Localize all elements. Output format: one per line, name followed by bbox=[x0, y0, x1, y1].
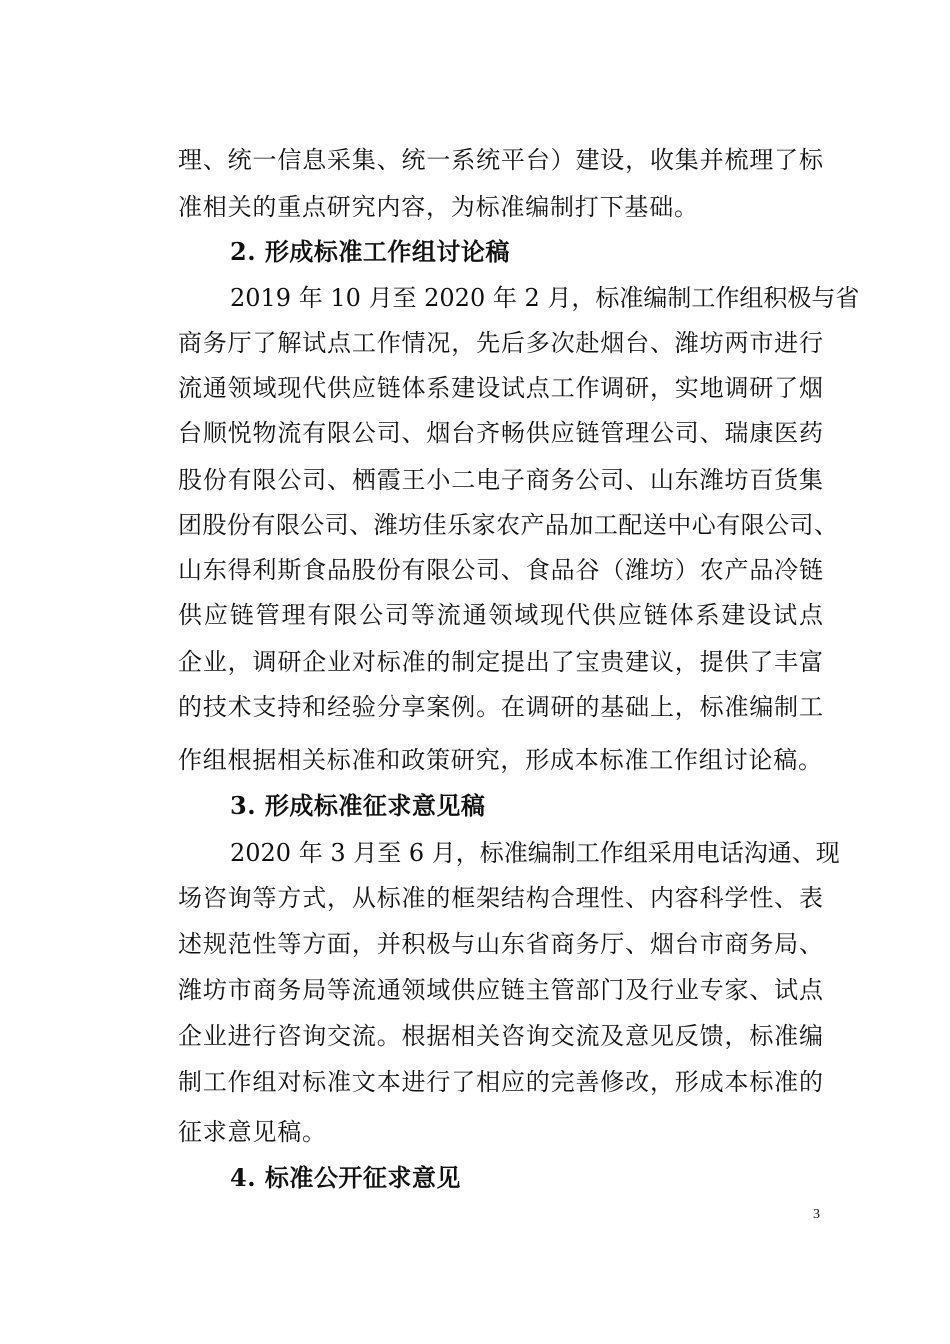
paragraph-line: 场咨询等方式，从标准的框架结构合理性、内容科学性、表 bbox=[178, 884, 823, 912]
paragraph-line: 流通领域现代供应链体系建设试点工作调研，实地调研了烟 bbox=[178, 374, 823, 402]
paragraph-line: 述规范性等方面，并积极与山东省商务厅、烟台市商务局、 bbox=[178, 930, 823, 958]
paragraph-line: 理、统一信息采集、统一系统平台）建设，收集并梳理了标 bbox=[178, 146, 823, 174]
paragraph-line: 的技术支持和经验分享案例。在调研的基础上，标准编制工 bbox=[178, 693, 823, 721]
paragraph-line: 企业，调研企业对标准的制定提出了宝贵建议，提供了丰富 bbox=[178, 648, 823, 676]
section-heading-4: 4. 标准公开征求意见 bbox=[230, 1163, 461, 1192]
paragraph-line: 征求意见稿。 bbox=[178, 1118, 327, 1146]
paragraph-line: 2019 年 10 月至 2020 年 2 月，标准编制工作组积极与省 bbox=[230, 284, 860, 312]
paragraph-line: 潍坊市商务局等流通领域供应链主管部门及行业专家、试点 bbox=[178, 976, 823, 1004]
paragraph-line: 企业进行咨询交流。根据相关咨询交流及意见反馈，标准编 bbox=[178, 1022, 823, 1050]
page-number: 3 bbox=[813, 1207, 820, 1222]
paragraph-line: 准相关的重点研究内容，为标准编制打下基础。 bbox=[178, 193, 699, 221]
section-heading-2: 2. 形成标准工作组讨论稿 bbox=[230, 237, 510, 266]
paragraph-line: 作组根据相关标准和政策研究，形成本标准工作组讨论稿。 bbox=[178, 746, 823, 774]
paragraph-line: 商务厅了解试点工作情况，先后多次赴烟台、潍坊两市进行 bbox=[178, 329, 823, 357]
paragraph-line: 供应链管理有限公司等流通领域现代供应链体系建设试点 bbox=[178, 601, 823, 629]
section-heading-3: 3. 形成标准征求意见稿 bbox=[230, 791, 486, 820]
paragraph-line: 台顺悦物流有限公司、烟台齐畅供应链管理公司、瑞康医药 bbox=[178, 419, 823, 447]
paragraph-line: 制工作组对标准文本进行了相应的完善修改，形成本标准的 bbox=[178, 1068, 823, 1096]
paragraph-line: 2020 年 3 月至 6 月，标准编制工作组采用电话沟通、现 bbox=[230, 839, 840, 867]
paragraph-line: 团股份有限公司、潍坊佳乐家农产品加工配送中心有限公司、 bbox=[178, 511, 838, 539]
paragraph-line: 山东得利斯食品股份有限公司、食品谷（潍坊）农产品冷链 bbox=[178, 556, 823, 584]
paragraph-line: 股份有限公司、栖霞王小二电子商务公司、山东潍坊百货集 bbox=[178, 466, 823, 494]
